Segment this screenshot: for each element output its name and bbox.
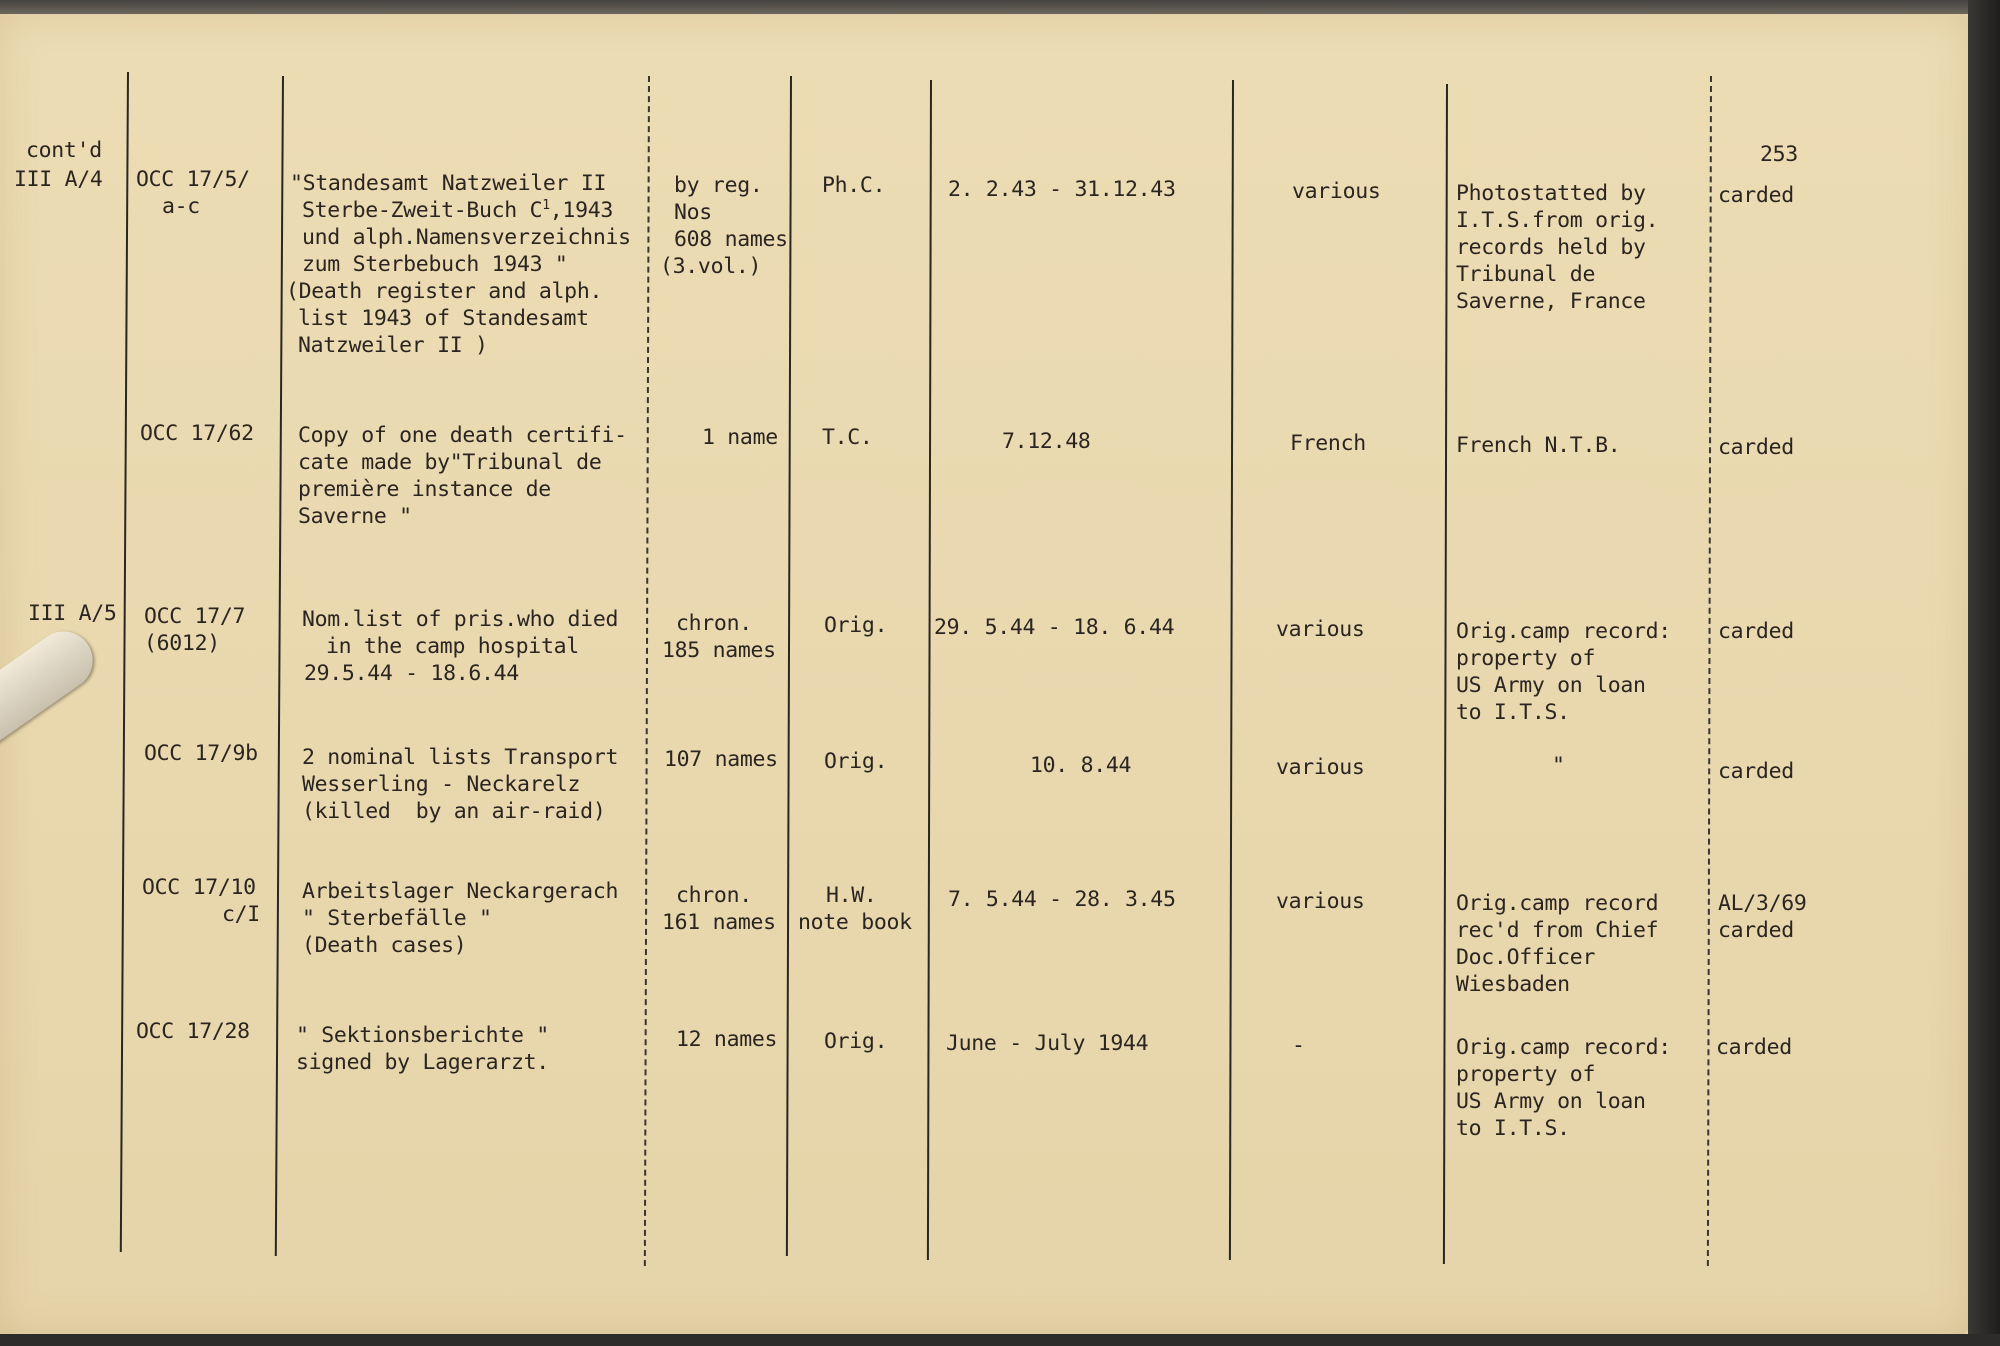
row-form: Orig. [824,1029,888,1054]
row-description: Arbeitslager Neckargerach " Sterbefälle " (Death cases) [302,879,619,958]
row-source: Photostatted by I.T.S.from orig. records held by Tribunal de Saverne, France [1456,181,1659,314]
row-dates: 29. 5.44 - 18. 6.44 [934,615,1175,640]
row-extent: 107 names [664,747,778,772]
page-number: 253 [1760,142,1798,167]
row-source: Orig.camp record rec'd from Chief Doc.Officer Wiesbaden [1456,891,1659,997]
row-dates: June - July 1944 [946,1031,1149,1056]
row-extent: 12 names [676,1027,778,1052]
row-dates: 10. 8.44 [1030,753,1132,778]
row-language: French [1290,431,1366,456]
row-ref: OCC 17/5/ a-c [136,167,250,219]
row-status: carded [1718,183,1794,208]
row-language: various [1276,617,1365,642]
row-status: carded [1716,1035,1792,1060]
scan-top-edge [0,0,2000,14]
row-form: Orig. [824,613,888,638]
row-form: Orig. [824,749,888,774]
row-source: " [1552,753,1565,778]
row-source: Orig.camp record: property of US Army on loan to I.T.S. [1456,1035,1671,1141]
row-extent: chron. 185 names [662,611,776,663]
row-dates: 7. 5.44 - 28. 3.45 [948,887,1176,912]
row-extent: by reg. Nos 608 names (3.vol.) [660,173,788,279]
row-status: carded [1718,619,1794,644]
row-form: H.W. note book [798,883,912,935]
row-status: AL/3/69 carded [1718,891,1807,943]
row-ref: OCC 17/62 [140,421,254,446]
row-section: III A/5 [28,601,117,626]
row-ref: OCC 17/10 c/I [142,875,260,927]
row-form: T.C. [822,425,873,450]
row-source: French N.T.B. [1456,433,1621,458]
row-description: " Sektionsberichte " signed by Lagerarzt. [296,1023,549,1075]
row-language: various [1276,755,1365,780]
row-status: carded [1718,435,1794,460]
row-ref: OCC 17/7 (6012) [144,604,246,656]
row-language: - [1292,1033,1305,1058]
row-language: various [1292,179,1381,204]
continuation-section: III A/4 [14,167,103,192]
row-ref: OCC 17/28 [136,1019,250,1044]
scan-right-edge [1968,0,2000,1346]
row-form: Ph.C. [822,173,886,198]
scan-bottom-edge [0,1334,2000,1346]
row-status: carded [1718,759,1794,784]
row-extent: chron. 161 names [662,883,776,935]
row-dates: 2. 2.43 - 31.12.43 [948,177,1176,202]
continuation-label: cont'd [26,138,102,163]
row-extent: 1 name [702,425,778,450]
row-dates: 7.12.48 [1002,429,1091,454]
row-description: Copy of one death certifi- cate made by"Tribunal de première instance de Saverne " [298,423,627,529]
row-ref: OCC 17/9b [144,741,258,766]
row-source: Orig.camp record: property of US Army on loan to I.T.S. [1456,619,1671,725]
row-description: "Standesamt Natzweiler II Sterbe-Zweit-Buch $C^1,1943$ und alph.Namensverzeichnis zum Sterbebuch 1943 " (Death register and alph. list 1943 of Standesamt Natzweiler II ) [286,171,631,358]
row-description: 2 nominal lists Transport Wesserling - Neckarelz (killed by an air-raid) [302,745,619,824]
row-description: Nom.list of pris.who died in the camp hospital 29.5.44 - 18.6.44 [302,607,619,686]
row-language: various [1276,889,1365,914]
